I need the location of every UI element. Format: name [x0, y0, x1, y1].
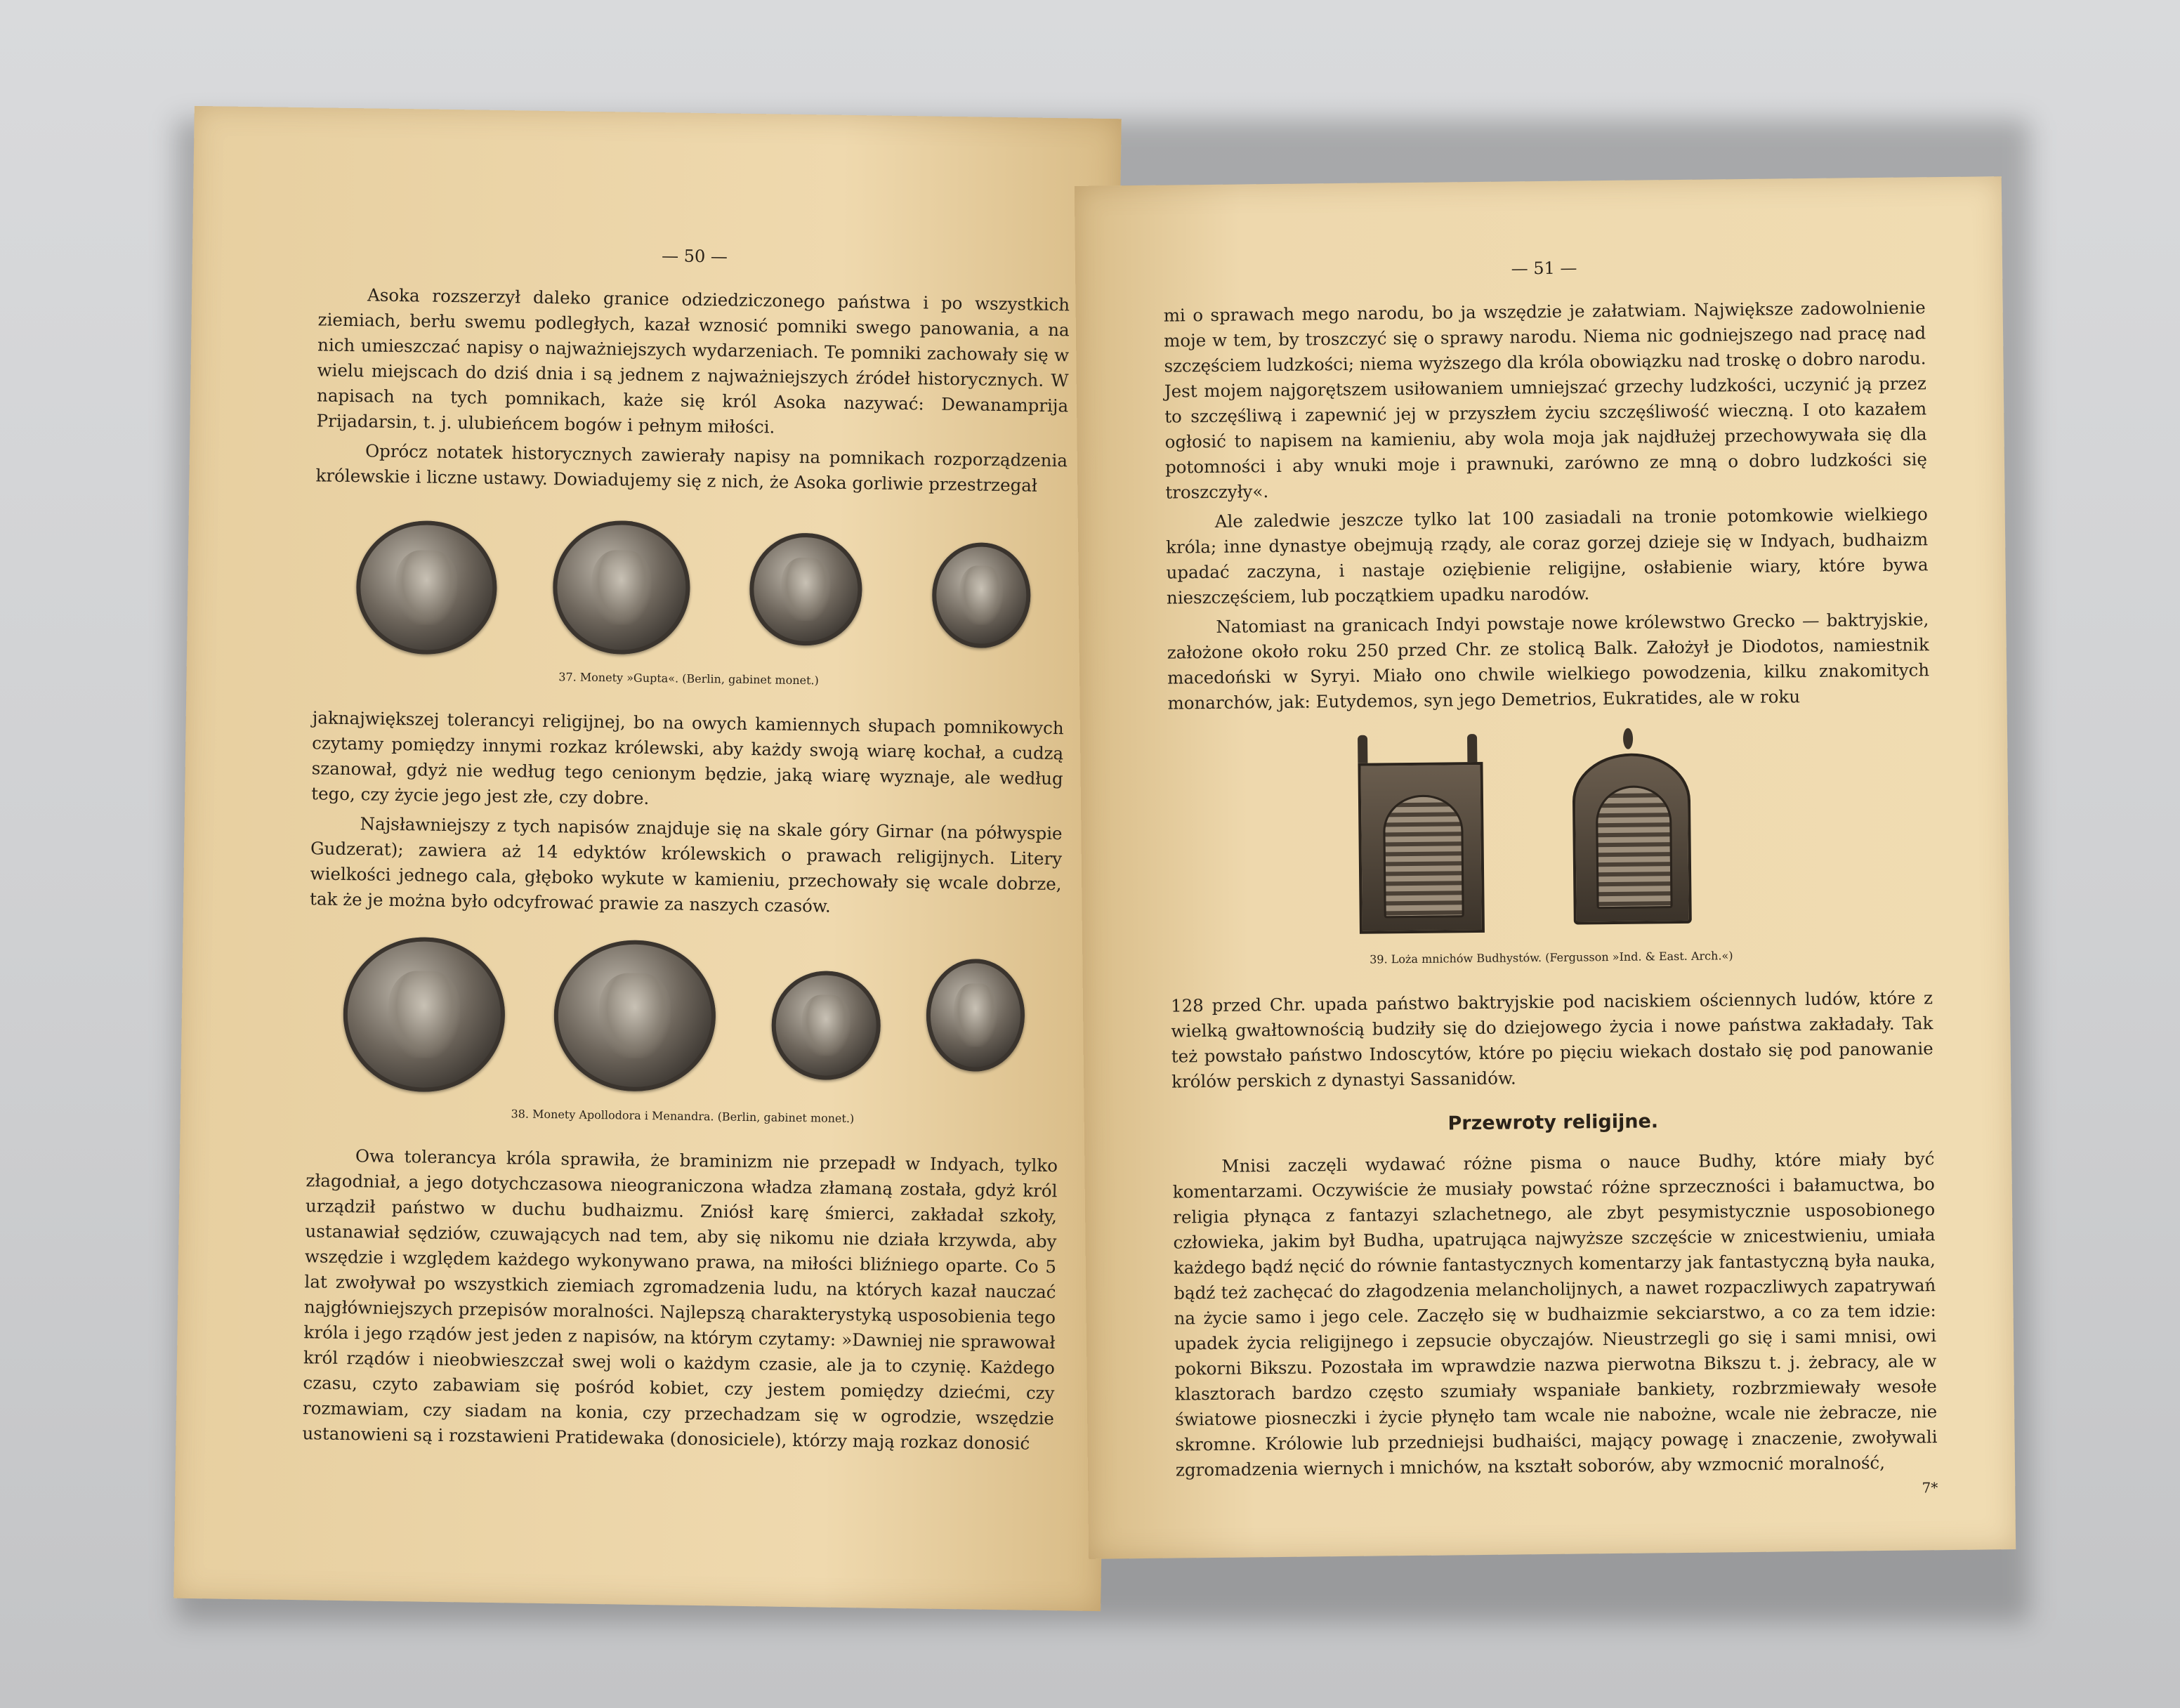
coin-image: [931, 542, 1031, 649]
figure-37-coins: [313, 505, 1067, 670]
right-paragraph-3: Natomiast na granicach Indyi powstaje nowe królewstwo Grecko — baktryjskie, założone około roku 250 przed Chr. ze stolicą Balk. Założył je Diodotos, namiestnik macedoński w Syryi. Miało ono chwile wielkiego powodzenia, kilku znakomitych monarchów, jak: Eutydemos, syn jego Demetrios, Eukratides, ale w roku: [1167, 609, 1930, 714]
coin-image: [553, 939, 716, 1092]
spire: [1467, 734, 1477, 762]
right-paragraph-2: Ale zaledwie jeszcze tylko lat 100 zasiadali na tronie potomkowie wielkiego króla; inne dynastye obejmują rządy, ale coraz gorzej dzieje się w Indyach, budhaizm upadać zaczyna, i nastaje oziębienie religijne, osłabienie wiary, które bywa nieszczęściem, lub początkiem upadku narodów.: [1166, 504, 1929, 608]
right-page: [1075, 176, 2016, 1559]
left-paragraph-5: Owa tolerancya króla sprawiła, że braminizm nie przepadł w Indyach, tylko złagodniał, a jego dotychczasowa nieograniczona władza złamaną została, gdyż król urządził państwo w duchu budhaizmu. Zniósł karę śmierci, zakładał szkoły, ustanawiał sędziów, czuwających nad tem, aby się nikomu nie działa krzywda, aby wszędzie i względem każdego wykonywano prawa, na miłości bliźniego oparte. Co 5 lat zwoływał po wszystkich ziemiach zgromadzenia ludu, na których kazał nauczać najgłówniejszych przepisów moralności. Najlepszą charakterystyką usposobienia tego króla i jego rządów jest jeden z napisów, na którym czytamy: »Dawniej nie sprawował król rządów i nieobwieszczał swej woli o każdym czasie, ale ja to czynię. Każdego czasu, czyto zabawiam się pośród kobiet, czy jestem pomiędzy dziećmi, czy rozmawiam, czy siadam na konia, czy przechadzam się w ogrodzie, wszędzie ustanowieni są i rozstawieni Pratidewaka (donosiciele), którzy mają rozkaz donosić: [302, 1145, 1058, 1454]
signature-mark: 7*: [1922, 1479, 1938, 1497]
figure-37-caption: 37. Monety »Gupta«. (Berlin, gabinet monet.): [558, 670, 819, 688]
figure-39-caption: 39. Loża mnichów Budhystów. (Fergusson »Ind. & East. Arch.«): [1370, 949, 1733, 966]
right-paragraph-4: 128 przed Chr. upada państwo baktryjskie pod naciskiem ościennych ludów, które z wielką gwałtownością budziły się do dziejowego życia i nowe państwa zakładały. Tak też powstało państwo Indoscytów, które po pięciu wiekach dostało się pod panowanie królów perskich z dynastyi Sassanidów.: [1170, 987, 1933, 1092]
left-paragraph-1: Asoka rozszerzył daleko granice odziedziczonego państwa i po wszystkich ziemiach, berłu swemu podległych, kazał wznosić pomniki swego panowania, a na nich umieszczać napisy o najważniejszych wydarzeniach. Te pomniki zachowały się w wielu miejscach do dziś dnia i są jednem z najważniejszych źródeł historycznych. W napisach na tych pomnikach, każe się król Asoka nazywać: Dewanamprija Prijadarsin, t. j. ulubieńcem bogów i pełnym miłości.: [316, 284, 1070, 438]
page-number-right: — 51 —: [1511, 258, 1577, 279]
coin-image: [771, 970, 881, 1080]
section-title: Przewroty religijne.: [1447, 1110, 1659, 1135]
figure-38-caption: 38. Monety Apollodora i Menandra. (Berlin, gabinet monet.): [511, 1107, 855, 1126]
left-paragraph-3: jaknajwiększej tolerancyi religijnej, bo na owych kamiennych słupach pomnikowych czytamy pomiędzy innymi rozkaz królewski, aby każdy swoją wiarę kochał, a cudzą szanował, gdyż nie według tego cenionym będzie, jaką wiarę wyznaje, ale według tego, czy życie jego jest złe, czy dobre.: [311, 707, 1064, 809]
figure-39-reliquaries: [1168, 729, 1932, 947]
page-number-left: — 50 —: [661, 246, 728, 267]
coin-image: [749, 532, 862, 646]
coin-image: [342, 936, 506, 1093]
figure-38-coins: [307, 928, 1061, 1108]
left-page: [173, 106, 1122, 1611]
left-paragraph-2: Oprócz notatek historycznych zawierały napisy na pomnikach rozporządzenia królewskie i liczne ustawy. Dowiadujemy się z nich, że Asoka gorliwie przestrzegał: [315, 440, 1068, 496]
coin-image: [355, 520, 498, 655]
right-paragraph-1: mi o sprawach mego narodu, bo ja wszędzie je załatwiam. Największe zadowolnienie moje w tem, by troszczyć się o sprawy narodu. Niema nic godniejszego nad pracę nad szczęściem ludzkości; niema wyższego dla króla obowiązku nad troskę o dobro narodu. Jest mojem najgorętszem usiłowaniem umniejszać grzechy ludzkości, uczynić ją przez to szczęśliwą i zapewnić jej w przyszłem życiu szczęśliwość wieczną. I oto kazałem ogłosić to napisem na kamieniu, aby wola moja jak najdłużej przechowywała się dla potomności i aby wnuki moje i prawnuki, zarówno ze mną o dobro ludzkości się troszczyły«.: [1163, 297, 1928, 503]
coin-image: [552, 520, 691, 655]
reliquary-image-left: [1358, 762, 1485, 934]
reliquary-image-right: [1572, 753, 1692, 925]
right-paragraph-5: Mnisi zaczęli wydawać różne pisma o nauce Budhy, które miały być komentarzami. Oczywiście że musiały powstać różne sprzeczności i bałamuctwa, bo religia płynąca z fantazyi szlachetnego, ale zbyt pesymistycznie usposobionego człowieka, jakim był Budha, upatrująca najwyższe szczęście w znicestwieniu, umiała każdego bądź nęcić do równie fantastycznych komentarzy jak fantastyczną była nauka, bądź też zachęcać do złagodzenia melancholijnych, a nawet rozpaczliwych zapatrywań na życie samo i jego cele. Zaczęło się w budhaizmie sekciarstwo, a co za tem idzie: upadek życia religijnego i zepsucie obyczajów. Nieustrzegli go się i sami mnisi, owi pokorni Bikszu. Pozostała im wprawdzie nazwa pierwotna Bikszu t. j. żebracy, ale w klasztorach bardzo często szumiały wspaniałe bankiety, rozbrzmiewały wesołe światowe piosneczki i życie płynęło tam wcale nie nabożne, wcale nie żebracze, nie skromne. Królowie lub przedniejsi budhaiści, mający powagę i znaczenie, zwoływali zgromadzenia wiernych i mnichów, na kształt soborów, aby wzmocnić moralność,: [1172, 1148, 1938, 1480]
left-paragraph-4: Najsławniejszy z tych napisów znajduje się na skale góry Girnar (na półwyspie Gudzerat); zawiera aż 14 edyktów królewskich o prawach religijnych. Litery wielkości jednego cala, głęboko wykute w kamieniu, przechowały się wcale dobrze, tak że je można było odcyfrować prawie za naszych czasów.: [309, 813, 1063, 917]
spire: [1623, 728, 1633, 749]
spire: [1358, 735, 1367, 763]
coin-image: [926, 959, 1025, 1072]
